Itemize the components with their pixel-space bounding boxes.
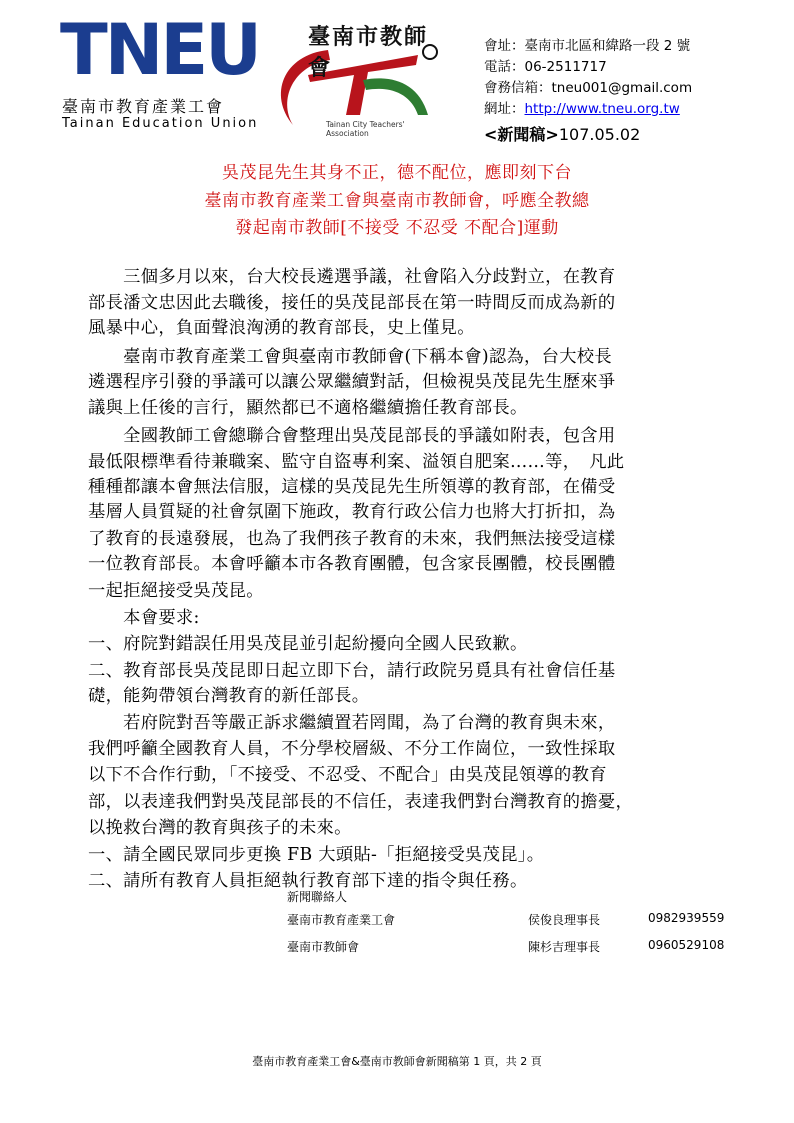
body-line: 議與上任後的言行，顯然都已不適格繼續擔任教育部長。	[88, 398, 528, 418]
ttu-logo-english-name: Tainan City Teachers' Association	[326, 120, 405, 138]
body-line: 臺南市教育產業工會與臺南市教師會(下稱本會)認為，台大校長	[88, 347, 612, 367]
body-line: 基層人員質疑的社會氛圍下施政，教育行政公信力也將大打折扣，為	[88, 502, 616, 522]
body-line: 風暴中心，負面聲浪洶湧的教育部長，史上僅見。	[88, 318, 475, 338]
body-line: 全國教師工會總聯合會整理出吳茂昆部長的爭議如附表，包含用	[88, 426, 616, 446]
body-line: 種種都讓本會無法信服，這樣的吳茂昆先生所領導的教育部，在備受	[88, 477, 616, 497]
headline-line-3: 發起南市教師[不接受 不忍受 不配合]運動	[235, 218, 559, 238]
website	[484, 101, 680, 117]
body-line: 二、請所有教育人員拒絕執行教育部下達的指令與任務。	[88, 871, 528, 891]
body-line: 一起拒絕接受吳茂昆。	[88, 581, 264, 601]
contact-person-1: 侯俊良理事長	[528, 913, 601, 927]
body-line: 一位教育部長。本會呼籲本市各教育團體，包含家長團體，校長團體	[88, 554, 616, 574]
body-line: 三個多月以來，台大校長遴選爭議，社會陷入分歧對立，在教育	[88, 267, 616, 287]
body-line: 一、府院對錯誤任用吳茂昆並引起紛擾向全國人民致歉。	[88, 634, 528, 654]
website-link[interactable]: http://www.tneu.org.tw	[524, 101, 680, 117]
release-heading	[484, 122, 640, 145]
address: 會址：臺南市北區和緯路一段 2 號	[484, 38, 691, 54]
body-line: 最低限標準看待兼職案、監守自盜專利案、溢領自肥案……等， 凡此	[88, 452, 625, 472]
release-label: <新聞稿>	[484, 125, 559, 144]
ttu-logo-title: 臺南市教師會	[308, 24, 429, 81]
page-footer: 臺南市教育產業工會&臺南市教師會新聞稿第 1 頁，共 2 頁	[252, 1055, 542, 1068]
contact-org-1: 臺南市教育產業工會	[287, 913, 396, 927]
body-line: 部長潘文忠因此去職後，接任的吳茂昆部長在第一時間反而成為新的	[88, 293, 616, 313]
headline-line-2: 臺南市教育產業工會與臺南市教師會，呼應全教總	[204, 191, 590, 211]
tneu-logo-chinese-name: 臺南市教育產業工會	[62, 97, 225, 116]
contact-phone-1: 0982939559	[648, 911, 725, 925]
body-line: 本會要求:	[88, 608, 200, 628]
tneu-logo-english-name: Tainan Education Union	[62, 116, 259, 131]
body-line: 二、教育部長吳茂昆即日起立即下台，請行政院另覓具有社會信任基	[88, 661, 616, 681]
contacts-heading: 新聞聯絡人	[287, 890, 348, 904]
contact-person-2: 陳杉吉理事長	[528, 940, 601, 954]
body-line: 以下不合作行動，「不接受、不忍受、不配合」由吳茂昆領導的教育	[88, 765, 607, 785]
phone: 電話：06-2511717	[484, 59, 607, 75]
body-line: 遴選程序引發的爭議可以讓公眾繼續對話，但檢視吳茂昆先生歷來爭	[88, 372, 616, 392]
body-line: 以挽救台灣的教育與孩子的未來。	[88, 818, 352, 838]
body-line: 了教育的長遠發展，也為了我們孩子教育的未來，我們無法接受這樣	[88, 529, 616, 549]
body-line: 一、請全國民眾同步更換 FB 大頭貼-「拒絕接受吳茂昆」。	[88, 845, 545, 865]
ttu-logo	[268, 20, 448, 138]
body-line: 部，以表達我們對吳茂昆部長的不信任，表達我們對台灣教育的擔憂，	[88, 792, 634, 812]
contact-phone-2: 0960529108	[648, 938, 725, 952]
headline-line-1: 吳茂昆先生其身不正，德不配位，應即刻下台	[222, 163, 572, 183]
email: 會務信箱：tneu001@gmail.com	[484, 80, 693, 96]
contact-org-2: 臺南市教師會	[287, 940, 360, 954]
body-line: 我們呼籲全國教育人員，不分學校層級、不分工作崗位，一致性採取	[88, 739, 616, 759]
release-date: 107.05.02	[558, 125, 641, 144]
website-label: 網址：	[484, 101, 525, 117]
tneu-logo-word: TNEU	[60, 9, 259, 91]
tneu-logo	[60, 9, 260, 131]
body-line: 若府院對吾等嚴正訴求繼續置若罔聞，為了台灣的教育與未來，	[88, 713, 616, 733]
body-line: 礎，能夠帶領台灣教育的新任部長。	[88, 686, 370, 706]
